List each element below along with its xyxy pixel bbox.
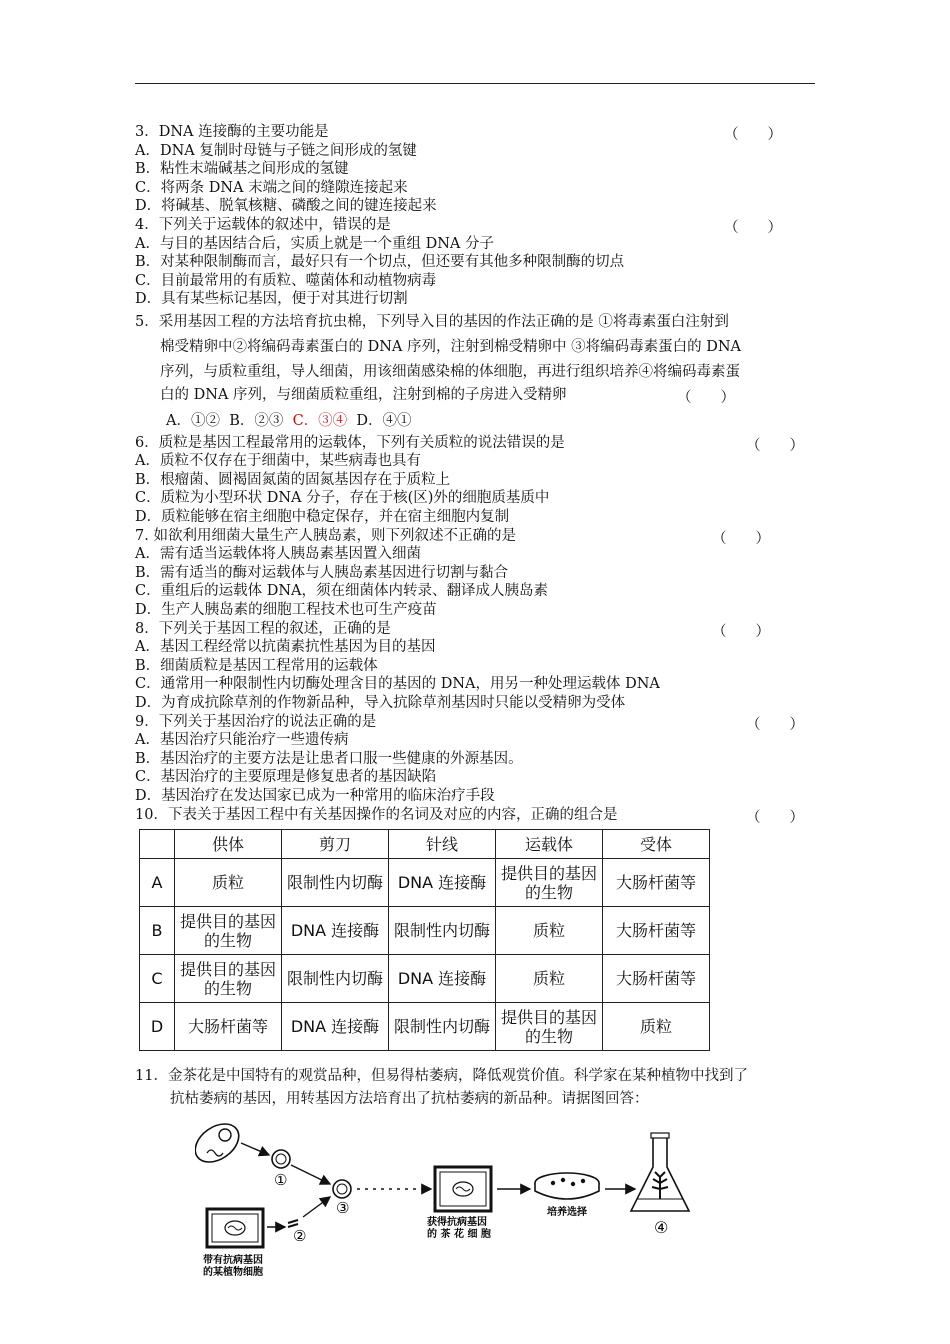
- q8-option-c: C．通常用一种限制性内切酶处理含目的基因的 DNA，用另一种处理运载体 DNA: [135, 676, 660, 692]
- q3-option-a: A．DNA 复制时母链与子链之间形成的氢键: [135, 143, 417, 159]
- q6-stem: 6．质粒是基因工程最常用的运载体，下列有关质粒的说法错误的是: [135, 435, 565, 451]
- q11-stem-line-2: 抗枯萎病的基因，用转基因方法培育出了抗枯萎病的新品种。请据图回答：: [170, 1091, 649, 1107]
- table-cell: 提供目的基因的生物: [496, 859, 603, 907]
- q5-stem-line-1: 5．采用基因工程的方法培育抗虫棉，下列导入目的基因的作法正确的是 ①将毒素蛋白注射到: [135, 314, 729, 330]
- table-cell: DNA 连接酶: [389, 859, 496, 907]
- q8-answer-paren: （ ）: [712, 624, 770, 640]
- q9-option-b: B．基因治疗的主要方法是让患者口服一些健康的外源基因。: [135, 751, 523, 767]
- table-cell: 质粒: [175, 859, 282, 907]
- table-cell: 提供目的基因的生物: [175, 955, 282, 1003]
- q8-option-d: D．为育成抗除草剂的作物新品种，导入抗除草剂基因时只能以受精卵为受体: [135, 695, 626, 711]
- table-cell: DNA 连接酶: [282, 1003, 389, 1051]
- tea-flower-cell-icon: [435, 1167, 491, 1211]
- q5-stem-line-2: 棉受精卵中②将编码毒素蛋白的 DNA 序列，注射到棉受精卵中 ③将编码毒素蛋白的 DNA: [160, 339, 742, 355]
- q9-option-d: D．基因治疗在发达国家已成为一种常用的临床治疗手段: [135, 788, 495, 804]
- plant-cell-icon: [207, 1209, 263, 1247]
- table-cell: B: [140, 907, 175, 955]
- q8-stem: 8．下列关于基因工程的叙述，正确的是: [135, 621, 391, 637]
- table-header-row: [140, 830, 710, 859]
- marker-3: ③: [336, 1199, 350, 1217]
- q6-option-b: B．根瘤菌、圆褐固氮菌的固氮基因存在于质粒上: [135, 472, 451, 488]
- q9-option-a: A．基因治疗只能治疗一些遗传病: [135, 732, 349, 748]
- q5-options: [166, 412, 412, 430]
- bacterium-with-plasmid: [195, 1117, 246, 1170]
- q9-option-c: C．基因治疗的主要原理是修复患者的基因缺陷: [135, 769, 437, 785]
- q7-option-a: A．需有适当运载体将人胰岛素基因置入细菌: [135, 546, 421, 562]
- q4-answer-paren: （ ）: [724, 220, 782, 236]
- table-row: [140, 1003, 710, 1051]
- table-header-cell: 供体: [175, 830, 282, 859]
- q3-option-d: D．将碱基、脱氧核糖、磷酸之间的键连接起来: [135, 198, 437, 214]
- table-cell: 提供目的基因的生物: [496, 1003, 603, 1051]
- q9-stem: 9．下列关于基因治疗的说法正确的是: [135, 714, 377, 730]
- table-header-cell: [140, 830, 175, 859]
- q5-stem-line-4: 白的 DNA 序列，与细菌质粒重组，注射到棉的子房进入受精卵: [160, 387, 567, 403]
- q7-option-c: C．重组后的运载体 DNA，须在细菌体内转录、翻译成人胰岛素: [135, 583, 548, 599]
- q6-option-a: A．质粒不仅存在于细菌中，某些病毒也具有: [135, 453, 421, 469]
- table-cell: A: [140, 859, 175, 907]
- table-cell: 提供目的基因的生物: [175, 907, 282, 955]
- table-row: [140, 907, 710, 955]
- conical-flask-icon: [631, 1133, 689, 1211]
- transgenic-process-diagram: [195, 1117, 715, 1277]
- table-cell: 限制性内切酶: [282, 859, 389, 907]
- table-cell: 限制性内切酶: [389, 1003, 496, 1051]
- marker-1: ①: [274, 1171, 288, 1189]
- marker-2: ②: [293, 1227, 307, 1245]
- tea-cell-label-line-2: 的 茶 花 细 胞: [427, 1229, 491, 1240]
- q4-option-d: D．具有某些标记基因，便于对其进行切割: [135, 291, 408, 307]
- q10-answer-paren: （ ）: [746, 810, 804, 826]
- table-row: [140, 955, 710, 1003]
- q8-option-a: A．基因工程经常以抗菌素抗性基因为目的基因: [135, 639, 436, 655]
- q4-option-c: C．目前最常用的有质粒、噬菌体和动植物病毒: [135, 273, 437, 289]
- table-cell: 大肠杆菌等: [175, 1003, 282, 1051]
- plasmid-icon: [272, 1150, 290, 1168]
- q6-option-d: D．质粒能够在宿主细胞中稳定保存，并在宿主细胞内复制: [135, 509, 510, 525]
- tea-cell-label-line-1: 获得抗病基因: [427, 1217, 487, 1228]
- header-rule: [135, 83, 815, 84]
- q4-option-a: A．与目的基因结合后，实质上就是一个重组 DNA 分子: [135, 236, 494, 252]
- table-header-cell: 针线: [389, 830, 496, 859]
- table-row: [140, 859, 710, 907]
- table-header-cell: 运载体: [496, 830, 603, 859]
- table-cell: C: [140, 955, 175, 1003]
- q5-stem-line-3: 序列，与质粒重组，导人细菌，用该细菌感染棉的体细胞，再进行组织培养④将编码毒素蛋: [160, 364, 740, 380]
- table-cell: 大肠杆菌等: [603, 859, 710, 907]
- q5-option-d: D．④①: [356, 413, 412, 429]
- q3-option-b: B．粘性末端碱基之间形成的氢键: [135, 161, 349, 177]
- petri-dish-icon: [535, 1173, 599, 1199]
- culture-selection-label: 培养选择: [547, 1207, 587, 1218]
- q5-option-b: B．②③: [229, 413, 284, 429]
- table-cell: 质粒: [496, 955, 603, 1003]
- table-cell: 质粒: [496, 907, 603, 955]
- q6-answer-paren: （ ）: [746, 438, 804, 454]
- q4-stem: 4．下列关于运载体的叙述中，错误的是: [135, 217, 391, 233]
- gene-fragment-icon: [288, 1220, 298, 1223]
- q8-option-b: B．细菌质粒是基因工程常用的运载体: [135, 658, 378, 674]
- source-cell-label-line-1: 带有抗病基因: [203, 1255, 263, 1266]
- table-cell: D: [140, 1003, 175, 1051]
- q6-option-c: C．质粒为小型环状 DNA 分子，存在于核(区)外的细胞质基质中: [135, 490, 550, 506]
- q3-option-c: C．将两条 DNA 末端之间的缝隙连接起来: [135, 180, 408, 196]
- q3-answer-paren: （ ）: [724, 127, 782, 143]
- q11-stem-line-1: 11．金茶花是中国特有的观赏品种，但易得枯萎病，降低观赏价值。科学家在某种植物中找到了: [135, 1068, 748, 1084]
- q3-stem: 3．DNA 连接酶的主要功能是: [135, 124, 329, 140]
- table-cell: 大肠杆菌等: [603, 955, 710, 1003]
- q7-answer-paren: （ ）: [712, 531, 770, 547]
- source-cell-label-line-2: 的某植物细胞: [203, 1267, 263, 1277]
- arrow-gene-to-recombinant: [303, 1197, 330, 1217]
- recombinant-plasmid-icon: [333, 1180, 351, 1198]
- table-cell: 限制性内切酶: [389, 907, 496, 955]
- marker-4: ④: [654, 1218, 669, 1237]
- q4-option-b: B．对某种限制酶而言，最好只有一个切点，但还要有其他多种限制酶的切点: [135, 254, 625, 270]
- table-header-cell: 受体: [603, 830, 710, 859]
- table-header-cell: 剪刀: [282, 830, 389, 859]
- q7-option-b: B．需有适当的酶对运载体与人胰岛素基因进行切割与黏合: [135, 565, 509, 581]
- table-cell: DNA 连接酶: [389, 955, 496, 1003]
- table-cell: 质粒: [603, 1003, 710, 1051]
- q5-option-c: C．③④: [292, 413, 348, 429]
- q5-option-a: A．①②: [166, 413, 220, 429]
- table-cell: 限制性内切酶: [282, 955, 389, 1003]
- arrow-to-recombinant: [291, 1165, 330, 1184]
- table-cell: 大肠杆菌等: [603, 907, 710, 955]
- q7-option-d: D．生产人胰岛素的细胞工程技术也可生产疫苗: [135, 602, 437, 618]
- q10-stem: 10．下表关于基因工程中有关基因操作的名词及对应的内容，正确的组合是: [135, 807, 618, 823]
- q5-answer-paren: （ ）: [677, 390, 735, 406]
- q9-answer-paren: （ ）: [746, 717, 804, 733]
- table-cell: DNA 连接酶: [282, 907, 389, 955]
- q7-stem: 7. 如欲利用细菌大量生产人胰岛素，则下列叙述不正确的是: [135, 528, 516, 544]
- arrow-to-plasmid: [241, 1143, 269, 1155]
- gene-operation-table: [139, 829, 710, 1051]
